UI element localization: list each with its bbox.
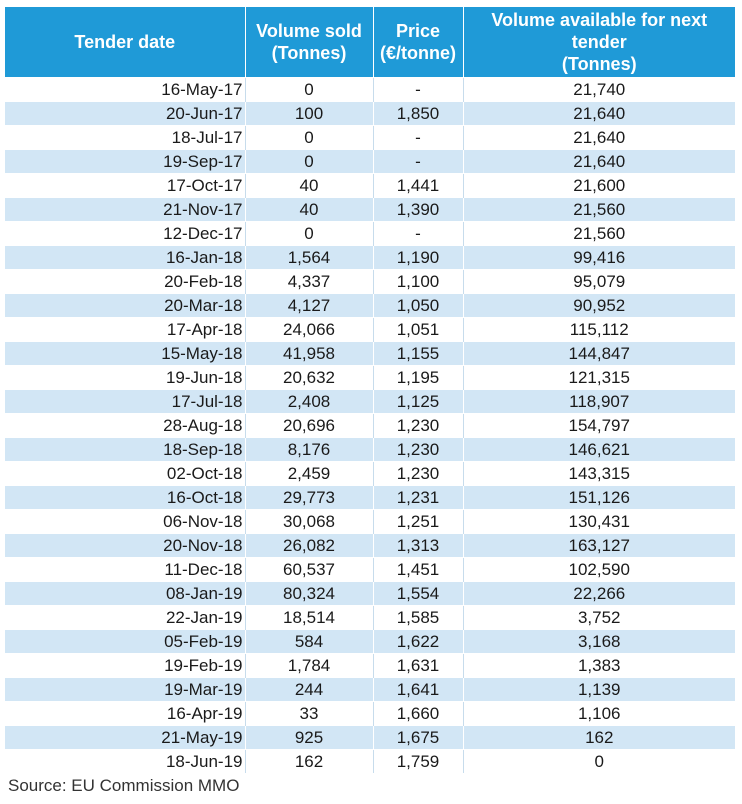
cell-price: 1,251: [373, 510, 463, 534]
cell-volume-sold: 40: [245, 198, 373, 222]
table-row: [5, 270, 735, 294]
table-row: [5, 222, 735, 246]
cell-price: 1,675: [373, 726, 463, 750]
cell-tender-date: 19-Mar-19: [5, 678, 245, 702]
cell-volume-sold: 0: [245, 126, 373, 150]
cell-volume-sold: 4,127: [245, 294, 373, 318]
cell-volume-available: 21,640: [463, 102, 735, 126]
cell-volume-available: 3,168: [463, 630, 735, 654]
table-row: [5, 438, 735, 462]
cell-volume-available: 102,590: [463, 558, 735, 582]
cell-tender-date: 18-Jul-17: [5, 126, 245, 150]
cell-price: 1,231: [373, 486, 463, 510]
cell-price: 1,759: [373, 750, 463, 774]
table-row: [5, 462, 735, 486]
cell-price: 1,313: [373, 534, 463, 558]
header-volume-available-line1: Volume available for next: [491, 10, 708, 30]
cell-volume-available: 151,126: [463, 486, 735, 510]
cell-volume-sold: 244: [245, 678, 373, 702]
cell-volume-available: 21,640: [463, 126, 735, 150]
cell-volume-available: 118,907: [463, 390, 735, 414]
cell-tender-date: 20-Jun-17: [5, 102, 245, 126]
cell-price: 1,230: [373, 414, 463, 438]
cell-tender-date: 21-Nov-17: [5, 198, 245, 222]
cell-price: 1,125: [373, 390, 463, 414]
cell-price: 1,660: [373, 702, 463, 726]
cell-volume-sold: 100: [245, 102, 373, 126]
cell-price: -: [373, 126, 463, 150]
cell-tender-date: 12-Dec-17: [5, 222, 245, 246]
table-header: [5, 7, 735, 78]
header-volume-available-line3: (Tonnes): [561, 54, 637, 74]
cell-tender-date: 20-Nov-18: [5, 534, 245, 558]
cell-price: -: [373, 150, 463, 174]
cell-price: 1,850: [373, 102, 463, 126]
cell-volume-available: 1,106: [463, 702, 735, 726]
cell-tender-date: 20-Mar-18: [5, 294, 245, 318]
cell-tender-date: 22-Jan-19: [5, 606, 245, 630]
cell-volume-available: 21,640: [463, 150, 735, 174]
cell-volume-sold: 24,066: [245, 318, 373, 342]
header-row: [5, 7, 735, 78]
cell-tender-date: 06-Nov-18: [5, 510, 245, 534]
cell-volume-available: 3,752: [463, 606, 735, 630]
cell-volume-sold: 584: [245, 630, 373, 654]
cell-price: 1,585: [373, 606, 463, 630]
cell-volume-sold: 0: [245, 78, 373, 102]
cell-tender-date: 18-Sep-18: [5, 438, 245, 462]
cell-volume-available: 99,416: [463, 246, 735, 270]
cell-volume-available: 115,112: [463, 318, 735, 342]
cell-tender-date: 28-Aug-18: [5, 414, 245, 438]
cell-tender-date: 16-May-17: [5, 78, 245, 102]
cell-volume-sold: 20,632: [245, 366, 373, 390]
cell-volume-available: 144,847: [463, 342, 735, 366]
table-row: [5, 78, 735, 102]
cell-volume-sold: 40: [245, 174, 373, 198]
cell-volume-sold: 30,068: [245, 510, 373, 534]
table-row: [5, 198, 735, 222]
table-row: [5, 318, 735, 342]
table-row: [5, 678, 735, 702]
header-tender-date: [5, 7, 245, 78]
cell-price: 1,100: [373, 270, 463, 294]
cell-volume-available: 1,383: [463, 654, 735, 678]
cell-price: 1,230: [373, 462, 463, 486]
tender-table-container: [5, 7, 735, 773]
cell-volume-sold: 60,537: [245, 558, 373, 582]
cell-volume-sold: 18,514: [245, 606, 373, 630]
cell-volume-available: 21,560: [463, 222, 735, 246]
table-row: [5, 366, 735, 390]
cell-volume-available: 21,560: [463, 198, 735, 222]
cell-price: -: [373, 222, 463, 246]
cell-price: 1,155: [373, 342, 463, 366]
table-row: [5, 606, 735, 630]
header-volume-sold-line1: Volume sold: [256, 21, 362, 41]
cell-price: 1,050: [373, 294, 463, 318]
cell-volume-available: 21,600: [463, 174, 735, 198]
cell-volume-sold: 4,337: [245, 270, 373, 294]
table-row: [5, 414, 735, 438]
cell-volume-sold: 20,696: [245, 414, 373, 438]
tender-results-table: [5, 7, 735, 773]
table-row: [5, 582, 735, 606]
table-row: [5, 486, 735, 510]
cell-volume-available: 90,952: [463, 294, 735, 318]
table-row: [5, 150, 735, 174]
source-note: Source: EU Commission MMO: [8, 776, 240, 795]
cell-price: 1,230: [373, 438, 463, 462]
cell-volume-sold: 1,784: [245, 654, 373, 678]
cell-tender-date: 19-Feb-19: [5, 654, 245, 678]
cell-tender-date: 15-May-18: [5, 342, 245, 366]
cell-tender-date: 18-Jun-19: [5, 750, 245, 774]
cell-price: 1,554: [373, 582, 463, 606]
cell-tender-date: 20-Feb-18: [5, 270, 245, 294]
table-body: [5, 78, 735, 774]
cell-tender-date: 02-Oct-18: [5, 462, 245, 486]
cell-volume-available: 154,797: [463, 414, 735, 438]
cell-volume-sold: 8,176: [245, 438, 373, 462]
cell-volume-sold: 33: [245, 702, 373, 726]
cell-volume-available: 22,266: [463, 582, 735, 606]
cell-price: -: [373, 78, 463, 102]
cell-volume-sold: 1,564: [245, 246, 373, 270]
header-price-line2: (€/tonne): [380, 43, 456, 63]
header-volume-sold: [245, 7, 373, 78]
cell-price: 1,441: [373, 174, 463, 198]
cell-volume-sold: 41,958: [245, 342, 373, 366]
header-tender-date-label: Tender date: [74, 32, 176, 52]
table-row: [5, 558, 735, 582]
cell-volume-available: 21,740: [463, 78, 735, 102]
cell-volume-available: 0: [463, 750, 735, 774]
header-volume-available: [463, 7, 735, 78]
cell-volume-sold: 2,408: [245, 390, 373, 414]
cell-tender-date: 17-Apr-18: [5, 318, 245, 342]
cell-volume-sold: 29,773: [245, 486, 373, 510]
cell-price: 1,641: [373, 678, 463, 702]
cell-tender-date: 21-May-19: [5, 726, 245, 750]
table-row: [5, 102, 735, 126]
cell-tender-date: 08-Jan-19: [5, 582, 245, 606]
table-row: [5, 534, 735, 558]
cell-tender-date: 19-Sep-17: [5, 150, 245, 174]
table-row: [5, 294, 735, 318]
cell-volume-available: 130,431: [463, 510, 735, 534]
cell-tender-date: 16-Oct-18: [5, 486, 245, 510]
cell-volume-available: 143,315: [463, 462, 735, 486]
table-row: [5, 750, 735, 774]
cell-volume-sold: 26,082: [245, 534, 373, 558]
header-price: [373, 7, 463, 78]
cell-volume-available: 162: [463, 726, 735, 750]
table-row: [5, 342, 735, 366]
table-row: [5, 654, 735, 678]
cell-tender-date: 17-Oct-17: [5, 174, 245, 198]
cell-volume-sold: 925: [245, 726, 373, 750]
cell-tender-date: 16-Apr-19: [5, 702, 245, 726]
header-price-line1: Price: [395, 21, 441, 41]
table-row: [5, 630, 735, 654]
cell-volume-sold: 2,459: [245, 462, 373, 486]
table-row: [5, 510, 735, 534]
cell-tender-date: 16-Jan-18: [5, 246, 245, 270]
table-row: [5, 702, 735, 726]
table-row: [5, 126, 735, 150]
cell-volume-available: 95,079: [463, 270, 735, 294]
cell-tender-date: 05-Feb-19: [5, 630, 245, 654]
cell-volume-available: 1,139: [463, 678, 735, 702]
cell-volume-sold: 0: [245, 150, 373, 174]
cell-volume-available: 146,621: [463, 438, 735, 462]
header-volume-available-line2: tender: [571, 32, 627, 52]
table-row: [5, 726, 735, 750]
cell-tender-date: 19-Jun-18: [5, 366, 245, 390]
cell-price: 1,451: [373, 558, 463, 582]
cell-price: 1,195: [373, 366, 463, 390]
header-volume-sold-line2: (Tonnes): [271, 43, 347, 63]
cell-volume-sold: 80,324: [245, 582, 373, 606]
cell-price: 1,051: [373, 318, 463, 342]
cell-volume-sold: 0: [245, 222, 373, 246]
cell-volume-available: 163,127: [463, 534, 735, 558]
cell-price: 1,190: [373, 246, 463, 270]
cell-tender-date: 17-Jul-18: [5, 390, 245, 414]
cell-volume-available: 121,315: [463, 366, 735, 390]
cell-volume-sold: 162: [245, 750, 373, 774]
cell-price: 1,622: [373, 630, 463, 654]
cell-tender-date: 11-Dec-18: [5, 558, 245, 582]
cell-price: 1,631: [373, 654, 463, 678]
table-row: [5, 174, 735, 198]
table-row: [5, 246, 735, 270]
table-row: [5, 390, 735, 414]
cell-price: 1,390: [373, 198, 463, 222]
